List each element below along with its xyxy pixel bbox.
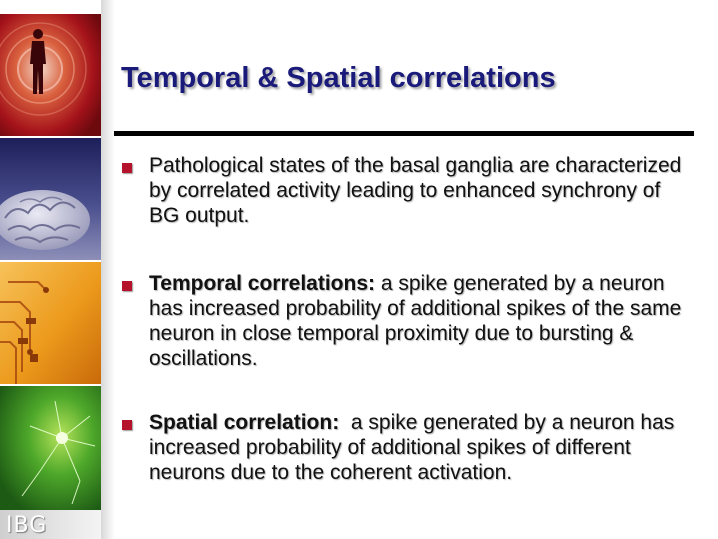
- bullet-marker-icon: [122, 281, 132, 291]
- bullet-marker-icon: [122, 420, 132, 430]
- brain-image: [0, 138, 101, 260]
- circuit-board-image: [0, 262, 101, 384]
- human-silhouette-image: [0, 14, 101, 136]
- image-strip: [0, 0, 112, 539]
- bullet-bold: Temporal correlations:: [149, 272, 375, 295]
- bullet-text: [149, 410, 685, 485]
- bullet-text: [149, 271, 685, 371]
- bullet-text: [149, 153, 685, 228]
- title-rule: [114, 131, 694, 136]
- bullet-body: a spike generated by a neuron has increased probability of additional spikes of different neurons due to the coherent activation.: [149, 411, 681, 484]
- bullet-body: Pathological states of the basal ganglia are characterized by correlated activity leading to enhanced synchrony of BG output.: [149, 154, 682, 227]
- bullet-body: a spike generated by a neuron has increased probability of additional spikes of the same neuron in close temporal proximity due to bursting & oscillations.: [149, 272, 682, 370]
- neuron-image: [0, 386, 101, 510]
- slide-title: Temporal & Spatial correlations: [121, 62, 556, 94]
- logo-text: IBG: [6, 513, 48, 538]
- logo: [0, 510, 101, 539]
- strip-shadow: [101, 0, 115, 539]
- bullet-marker-icon: [122, 163, 132, 173]
- bullet-bold: Spatial correlation:: [149, 411, 340, 434]
